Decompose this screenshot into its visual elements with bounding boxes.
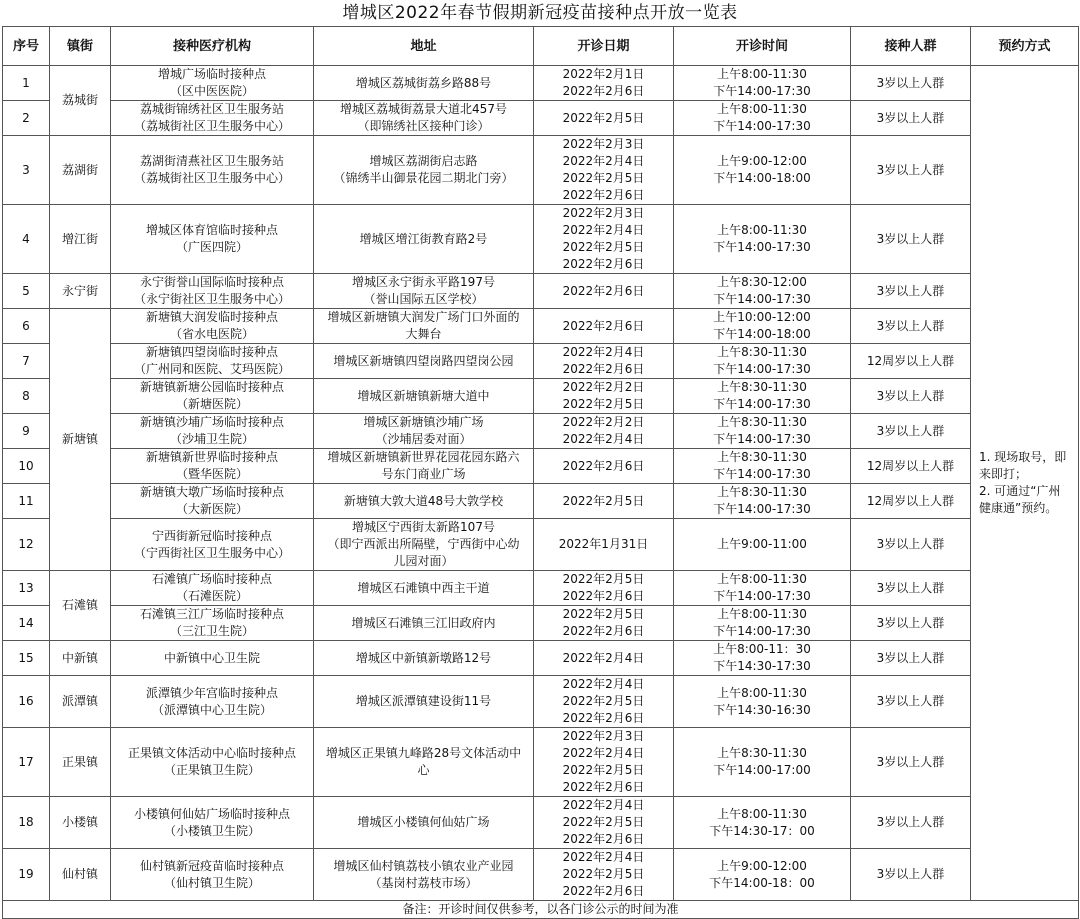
table-row (3, 379, 1079, 414)
institution-cell: 小楼镇何仙姑广场临时接种点 （小楼镇卫生院） (111, 797, 314, 849)
town-cell: 小楼镇 (50, 797, 111, 849)
address-cell: 增城区派潭镇建设街11号 (314, 676, 534, 728)
group-cell: 3岁以上人群 (851, 136, 971, 205)
institution-cell: 新塘镇大墩广场临时接种点 （大新医院） (111, 484, 314, 519)
town-cell: 增江街 (50, 205, 111, 274)
address-cell: 增城区荔城街荔景大道北457号 （即锦绣社区接种门诊） (314, 101, 534, 136)
address-cell: 增城区宁西街太新路107号 （即宁西派出所隔壁，宁西街中心幼 儿园对面） (314, 519, 534, 571)
group-cell: 12周岁以上人群 (851, 449, 971, 484)
town-cell: 中新镇 (50, 641, 111, 676)
town-cell: 荔城街 (50, 66, 111, 136)
table-row (3, 571, 1079, 606)
row-no: 10 (3, 449, 50, 484)
town-cell: 石滩镇 (50, 571, 111, 641)
town-cell: 正果镇 (50, 728, 111, 797)
group-cell: 3岁以上人群 (851, 414, 971, 449)
hours-cell: 上午8:00-11:30 下午14:00-17:30 (674, 66, 851, 101)
institution-cell: 增城区体育馆临时接种点 （广医四院） (111, 205, 314, 274)
table-row (3, 606, 1079, 641)
col-header-no: 序号 (3, 27, 50, 66)
town-cell: 新塘镇 (50, 309, 111, 571)
dates-cell: 2022年2月6日 (534, 309, 674, 344)
institution-cell: 正果镇文体活动中心临时接种点 （正果镇卫生院） (111, 728, 314, 797)
row-no: 14 (3, 606, 50, 641)
hours-cell: 上午9:00-11:00 (674, 519, 851, 571)
address-cell: 增城区小楼镇何仙姑广场 (314, 797, 534, 849)
col-header-group: 接种人群 (851, 27, 971, 66)
institution-cell: 派潭镇少年宫临时接种点 （派潭镇中心卫生院） (111, 676, 314, 728)
address-cell: 增城区荔城街荔乡路88号 (314, 66, 534, 101)
group-cell: 3岁以上人群 (851, 606, 971, 641)
dates-cell: 2022年2月4日 2022年2月5日 2022年2月6日 (534, 676, 674, 728)
group-cell: 3岁以上人群 (851, 309, 971, 344)
institution-cell: 新塘镇新世界临时接种点 （暨华医院） (111, 449, 314, 484)
address-cell: 增城区新塘镇沙埔广场 （沙埔居委对面） (314, 414, 534, 449)
row-no: 2 (3, 101, 50, 136)
hours-cell: 上午8:00-11:30 下午14:30-16:30 (674, 676, 851, 728)
institution-cell: 新塘镇沙埔广场临时接种点 （沙埔卫生院） (111, 414, 314, 449)
group-cell: 3岁以上人群 (851, 66, 971, 101)
dates-cell: 2022年2月3日 2022年2月4日 2022年2月5日 2022年2月6日 (534, 205, 674, 274)
institution-cell: 荔湖街清燕社区卫生服务站 （荔城街社区卫生服务中心） (111, 136, 314, 205)
hours-cell: 上午8:30-11:30 下午14:00-17:30 (674, 449, 851, 484)
hours-cell: 上午8:00-11:30 下午14:00-17:30 (674, 606, 851, 641)
institution-cell: 荔城街锦绣社区卫生服务站 （荔城街社区卫生服务中心） (111, 101, 314, 136)
address-cell: 增城区新塘镇大润发广场门口外面的 大舞台 (314, 309, 534, 344)
dates-cell: 2022年2月6日 (534, 274, 674, 309)
address-cell: 增城区增江街教育路2号 (314, 205, 534, 274)
hours-cell: 上午8:30-11:30 下午14:00-17:30 (674, 414, 851, 449)
institution-cell: 石滩镇广场临时接种点 （石滩医院） (111, 571, 314, 606)
col-header-address: 地址 (314, 27, 534, 66)
table-row (3, 309, 1079, 344)
page-title: 增城区2022年春节假期新冠疫苗接种点开放一览表 (342, 3, 738, 23)
col-header-booking: 预约方式 (971, 27, 1079, 66)
hours-cell: 上午8:30-11:30 下午14:00-17:00 (674, 728, 851, 797)
group-cell: 3岁以上人群 (851, 797, 971, 849)
footnote-row (3, 901, 1079, 919)
institution-cell: 增城广场临时接种点 （区中医医院） (111, 66, 314, 101)
address-cell: 增城区新塘镇新世界花园花园东路六 号东门商业广场 (314, 449, 534, 484)
vaccination-sites-table (2, 26, 1079, 919)
row-no: 8 (3, 379, 50, 414)
table-row (3, 849, 1079, 901)
address-cell: 增城区新塘镇四望岗路四望岗公园 (314, 344, 534, 379)
group-cell: 3岁以上人群 (851, 274, 971, 309)
group-cell: 3岁以上人群 (851, 728, 971, 797)
table-row (3, 519, 1079, 571)
table-row (3, 274, 1079, 309)
institution-cell: 中新镇中心卫生院 (111, 641, 314, 676)
institution-cell: 仙村镇新冠疫苗临时接种点 （仙村镇卫生院） (111, 849, 314, 901)
dates-cell: 2022年2月5日 (534, 484, 674, 519)
row-no: 4 (3, 205, 50, 274)
row-no: 12 (3, 519, 50, 571)
hours-cell: 上午8:30-11:30 下午14:00-17:30 (674, 344, 851, 379)
col-header-dates: 开诊日期 (534, 27, 674, 66)
hours-cell: 上午8:00-11:30 下午14:00-17:30 (674, 205, 851, 274)
dates-cell: 2022年2月3日 2022年2月4日 2022年2月5日 2022年2月6日 (534, 728, 674, 797)
col-header-hours: 开诊时间 (674, 27, 851, 66)
dates-cell: 2022年2月2日 2022年2月4日 (534, 414, 674, 449)
address-cell: 增城区新塘镇新塘大道中 (314, 379, 534, 414)
table-row (3, 414, 1079, 449)
group-cell: 3岁以上人群 (851, 205, 971, 274)
address-cell: 增城区正果镇九峰路28号文体活动中 心 (314, 728, 534, 797)
address-cell: 增城区仙村镇荔枝小镇农业产业园 （基岗村荔枝市场） (314, 849, 534, 901)
table-row (3, 344, 1079, 379)
address-cell: 增城区中新镇新墩路12号 (314, 641, 534, 676)
row-no: 5 (3, 274, 50, 309)
header-row (3, 27, 1079, 66)
town-cell: 永宁街 (50, 274, 111, 309)
row-no: 11 (3, 484, 50, 519)
institution-cell: 宁西街新冠临时接种点 （宁西街社区卫生服务中心） (111, 519, 314, 571)
col-header-institution: 接种医疗机构 (111, 27, 314, 66)
institution-cell: 新塘镇新塘公园临时接种点 （新塘医院） (111, 379, 314, 414)
table-row (3, 797, 1079, 849)
address-cell: 增城区石滩镇中西主干道 (314, 571, 534, 606)
row-no: 7 (3, 344, 50, 379)
row-no: 6 (3, 309, 50, 344)
town-cell: 荔湖街 (50, 136, 111, 205)
dates-cell: 2022年2月3日 2022年2月4日 2022年2月5日 2022年2月6日 (534, 136, 674, 205)
dates-cell: 2022年2月4日 2022年2月6日 (534, 344, 674, 379)
group-cell: 3岁以上人群 (851, 379, 971, 414)
row-no: 18 (3, 797, 50, 849)
table-row (3, 676, 1079, 728)
row-no: 16 (3, 676, 50, 728)
group-cell: 12周岁以上人群 (851, 484, 971, 519)
institution-cell: 石滩镇三江广场临时接种点 （三江卫生院） (111, 606, 314, 641)
table-row (3, 205, 1079, 274)
group-cell: 3岁以上人群 (851, 519, 971, 571)
address-cell: 增城区石滩镇三江旧政府内 (314, 606, 534, 641)
col-header-town: 镇街 (50, 27, 111, 66)
group-cell: 3岁以上人群 (851, 849, 971, 901)
dates-cell: 2022年2月5日 2022年2月6日 (534, 571, 674, 606)
table-row (3, 484, 1079, 519)
group-cell: 3岁以上人群 (851, 641, 971, 676)
hours-cell: 上午8:30-12:00 下午14:00-17:30 (674, 274, 851, 309)
group-cell: 3岁以上人群 (851, 571, 971, 606)
table-row (3, 66, 1079, 101)
dates-cell: 2022年2月4日 2022年2月5日 2022年2月6日 (534, 849, 674, 901)
dates-cell: 2022年2月5日 (534, 101, 674, 136)
footnote: 备注：开诊时间仅供参考，以各门诊公示的时间为准 (3, 901, 1079, 919)
row-no: 19 (3, 849, 50, 901)
town-cell: 仙村镇 (50, 849, 111, 901)
address-cell: 增城区永宁街永平路197号 （誉山国际五区学校） (314, 274, 534, 309)
institution-cell: 永宁街誉山国际临时接种点 （永宁街社区卫生服务中心） (111, 274, 314, 309)
row-no: 3 (3, 136, 50, 205)
row-no: 17 (3, 728, 50, 797)
row-no: 1 (3, 66, 50, 101)
row-no: 15 (3, 641, 50, 676)
dates-cell: 2022年1月31日 (534, 519, 674, 571)
hours-cell: 上午8:30-11:30 下午14:00-17:30 (674, 484, 851, 519)
hours-cell: 上午8:30-11:30 下午14:00-17:30 (674, 379, 851, 414)
hours-cell: 上午8:00-11:30 下午14:00-17:30 (674, 101, 851, 136)
institution-cell: 新塘镇大润发临时接种点 （省水电医院） (111, 309, 314, 344)
row-no: 13 (3, 571, 50, 606)
hours-cell: 上午9:00-12:00 下午14:00-18：00 (674, 849, 851, 901)
dates-cell: 2022年2月5日 2022年2月6日 (534, 606, 674, 641)
table-row (3, 449, 1079, 484)
hours-cell: 上午9:00-12:00 下午14:00-18:00 (674, 136, 851, 205)
dates-cell: 2022年2月1日 2022年2月6日 (534, 66, 674, 101)
dates-cell: 2022年2月4日 (534, 641, 674, 676)
group-cell: 3岁以上人群 (851, 101, 971, 136)
group-cell: 3岁以上人群 (851, 676, 971, 728)
dates-cell: 2022年2月4日 2022年2月5日 2022年2月6日 (534, 797, 674, 849)
hours-cell: 上午8:00-11:30 下午14:00-17:30 (674, 571, 851, 606)
institution-cell: 新塘镇四望岗临时接种点 （广州同和医院、艾玛医院） (111, 344, 314, 379)
address-cell: 增城区荔湖街启志路 （锦绣半山御景花园二期北门旁） (314, 136, 534, 205)
dates-cell: 2022年2月6日 (534, 449, 674, 484)
hours-cell: 上午10:00-12:00 下午14:00-18:00 (674, 309, 851, 344)
row-no: 9 (3, 414, 50, 449)
booking-method-cell: 1. 现场取号，即来即打； 2. 可通过“广州健康通”预约。 (971, 66, 1079, 901)
hours-cell: 上午8:00-11：30 下午14:30-17:30 (674, 641, 851, 676)
table-row (3, 641, 1079, 676)
group-cell: 12周岁以上人群 (851, 344, 971, 379)
town-cell: 派潭镇 (50, 676, 111, 728)
table-row (3, 728, 1079, 797)
dates-cell: 2022年2月2日 2022年2月5日 (534, 379, 674, 414)
address-cell: 新塘镇大敦大道48号大敦学校 (314, 484, 534, 519)
table-row (3, 101, 1079, 136)
table-row (3, 136, 1079, 205)
hours-cell: 上午8:00-11:30 下午14:30-17：00 (674, 797, 851, 849)
